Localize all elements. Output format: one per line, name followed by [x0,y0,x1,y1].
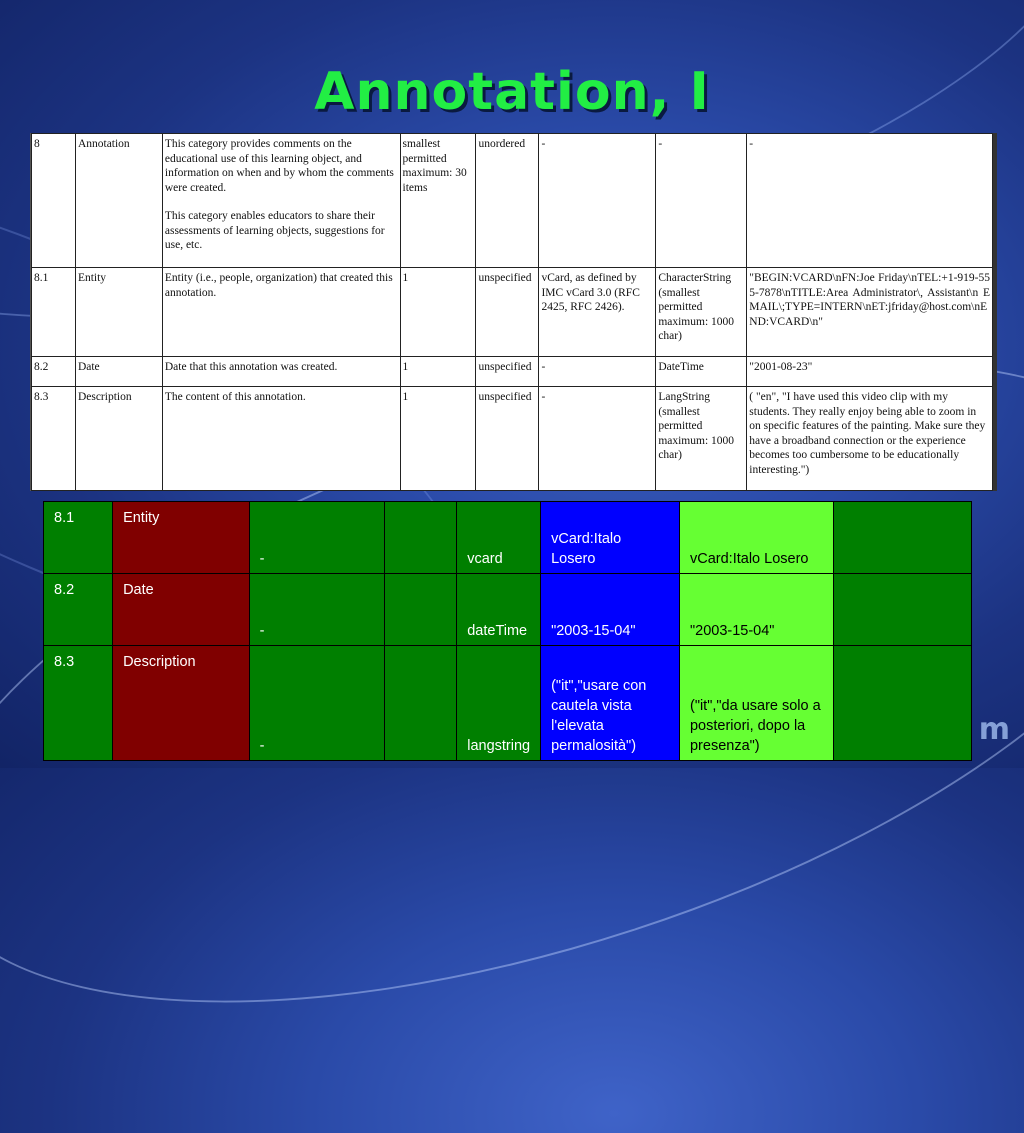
explanation-cell [162,268,400,357]
name-cell: Description [75,387,162,491]
type-cell: dateTime [457,574,541,646]
explanation-text: Date that this annotation was created. [164,361,338,373]
size-cell: 1 [400,387,476,491]
lime-value-cell: ("it","da usare solo a posteriori, dopo la presenza") [679,646,833,761]
table-row [44,502,972,574]
datatype-cell: CharacterString (smallest permitted maximum: 1000 char) [656,268,747,357]
value-space-cell: - [539,134,656,268]
datatype-cell: LangString (smallest permitted maximum: 1000 char) [656,387,747,491]
datatype-cell: DateTime [656,357,747,387]
blue-value-cell: vCard:Italo Losero [541,502,680,574]
table-row [44,574,972,646]
empty-cell [833,646,971,761]
size-cell: smallest permitted maximum: 30 items [400,134,476,268]
empty-cell [384,646,456,761]
table-row [32,387,993,491]
name-cell: Date [113,574,250,646]
empty-cell [833,574,971,646]
name-cell: Annotation [75,134,162,268]
explanation-text: This category enables educators to share their assessments of learning objects, suggestions for use, etc. [164,210,385,251]
explanation-text: Entity (i.e., people, organization) that created this annotation. [164,272,393,299]
datatype-cell: - [656,134,747,268]
order-cell: unspecified [476,387,539,491]
type-cell: langstring [457,646,541,761]
value-space-cell: - [539,357,656,387]
value-space-cell: - [539,387,656,491]
table-row [44,646,972,761]
order-cell: unspecified [476,268,539,357]
value-cell: - [249,502,384,574]
example-cell: ( "en", "I have used this video clip with my students. They really enjoy being able to zoom in on specific features of the painting. Make sure they have a broadband connection or the experience becomes too cumbersome to be educationally interesting.") [747,387,993,491]
lime-value-cell: vCard:Italo Losero [679,502,833,574]
nr-cell: 8.3 [32,387,76,491]
lime-value-cell: "2003-15-04" [679,574,833,646]
explanation-cell [162,357,400,387]
explanation-text: The content of this annotation. [164,391,306,403]
blue-value-cell: ("it","usare con cautela vista l'elevata permalosità") [541,646,680,761]
empty-cell [384,502,456,574]
blue-value-cell: "2003-15-04" [541,574,680,646]
nr-cell: 8.1 [32,268,76,357]
example-cell: "2001-08-23" [747,357,993,387]
example-cell: "BEGIN:VCARD\nFN:Joe Friday\nTEL:+1-919-555-7878\nTITLE:Area Administrator\, Assistant\n EMAIL\;TYPE=INTERN\nET:jfriday@host.com\nEND:VCARD\n" [747,268,993,357]
nr-cell: 8.3 [44,646,113,761]
example-cell: - [747,134,993,268]
nr-cell: 8 [32,134,76,268]
explanation-cell [162,387,400,491]
size-cell: 1 [400,357,476,387]
table-row [32,134,993,268]
order-cell: unordered [476,134,539,268]
value-space-cell: vCard, as defined by IMC vCard 3.0 (RFC 2425, RFC 2426). [539,268,656,357]
empty-cell [833,502,971,574]
value-cell: - [249,646,384,761]
order-cell: unspecified [476,357,539,387]
value-cell: - [249,574,384,646]
table-row [32,357,993,387]
nr-cell: 8.1 [44,502,113,574]
slide-title: Annotation, I [314,62,710,122]
name-cell: Date [75,357,162,387]
table-row [32,268,993,357]
nr-cell: 8.2 [32,357,76,387]
name-cell: Description [113,646,250,761]
name-cell: Entity [113,502,250,574]
size-cell: 1 [400,268,476,357]
name-cell: Entity [75,268,162,357]
logo: m [978,712,1010,747]
nr-cell: 8.2 [44,574,113,646]
explanation-cell [162,134,400,268]
explanation-text: This category provides comments on the educational use of this learning object, and information on when and by whom the comments were created. [164,138,394,194]
type-cell: vcard [457,502,541,574]
localization-table [43,501,972,768]
empty-cell [384,574,456,646]
scanned-spec-table [30,133,997,491]
